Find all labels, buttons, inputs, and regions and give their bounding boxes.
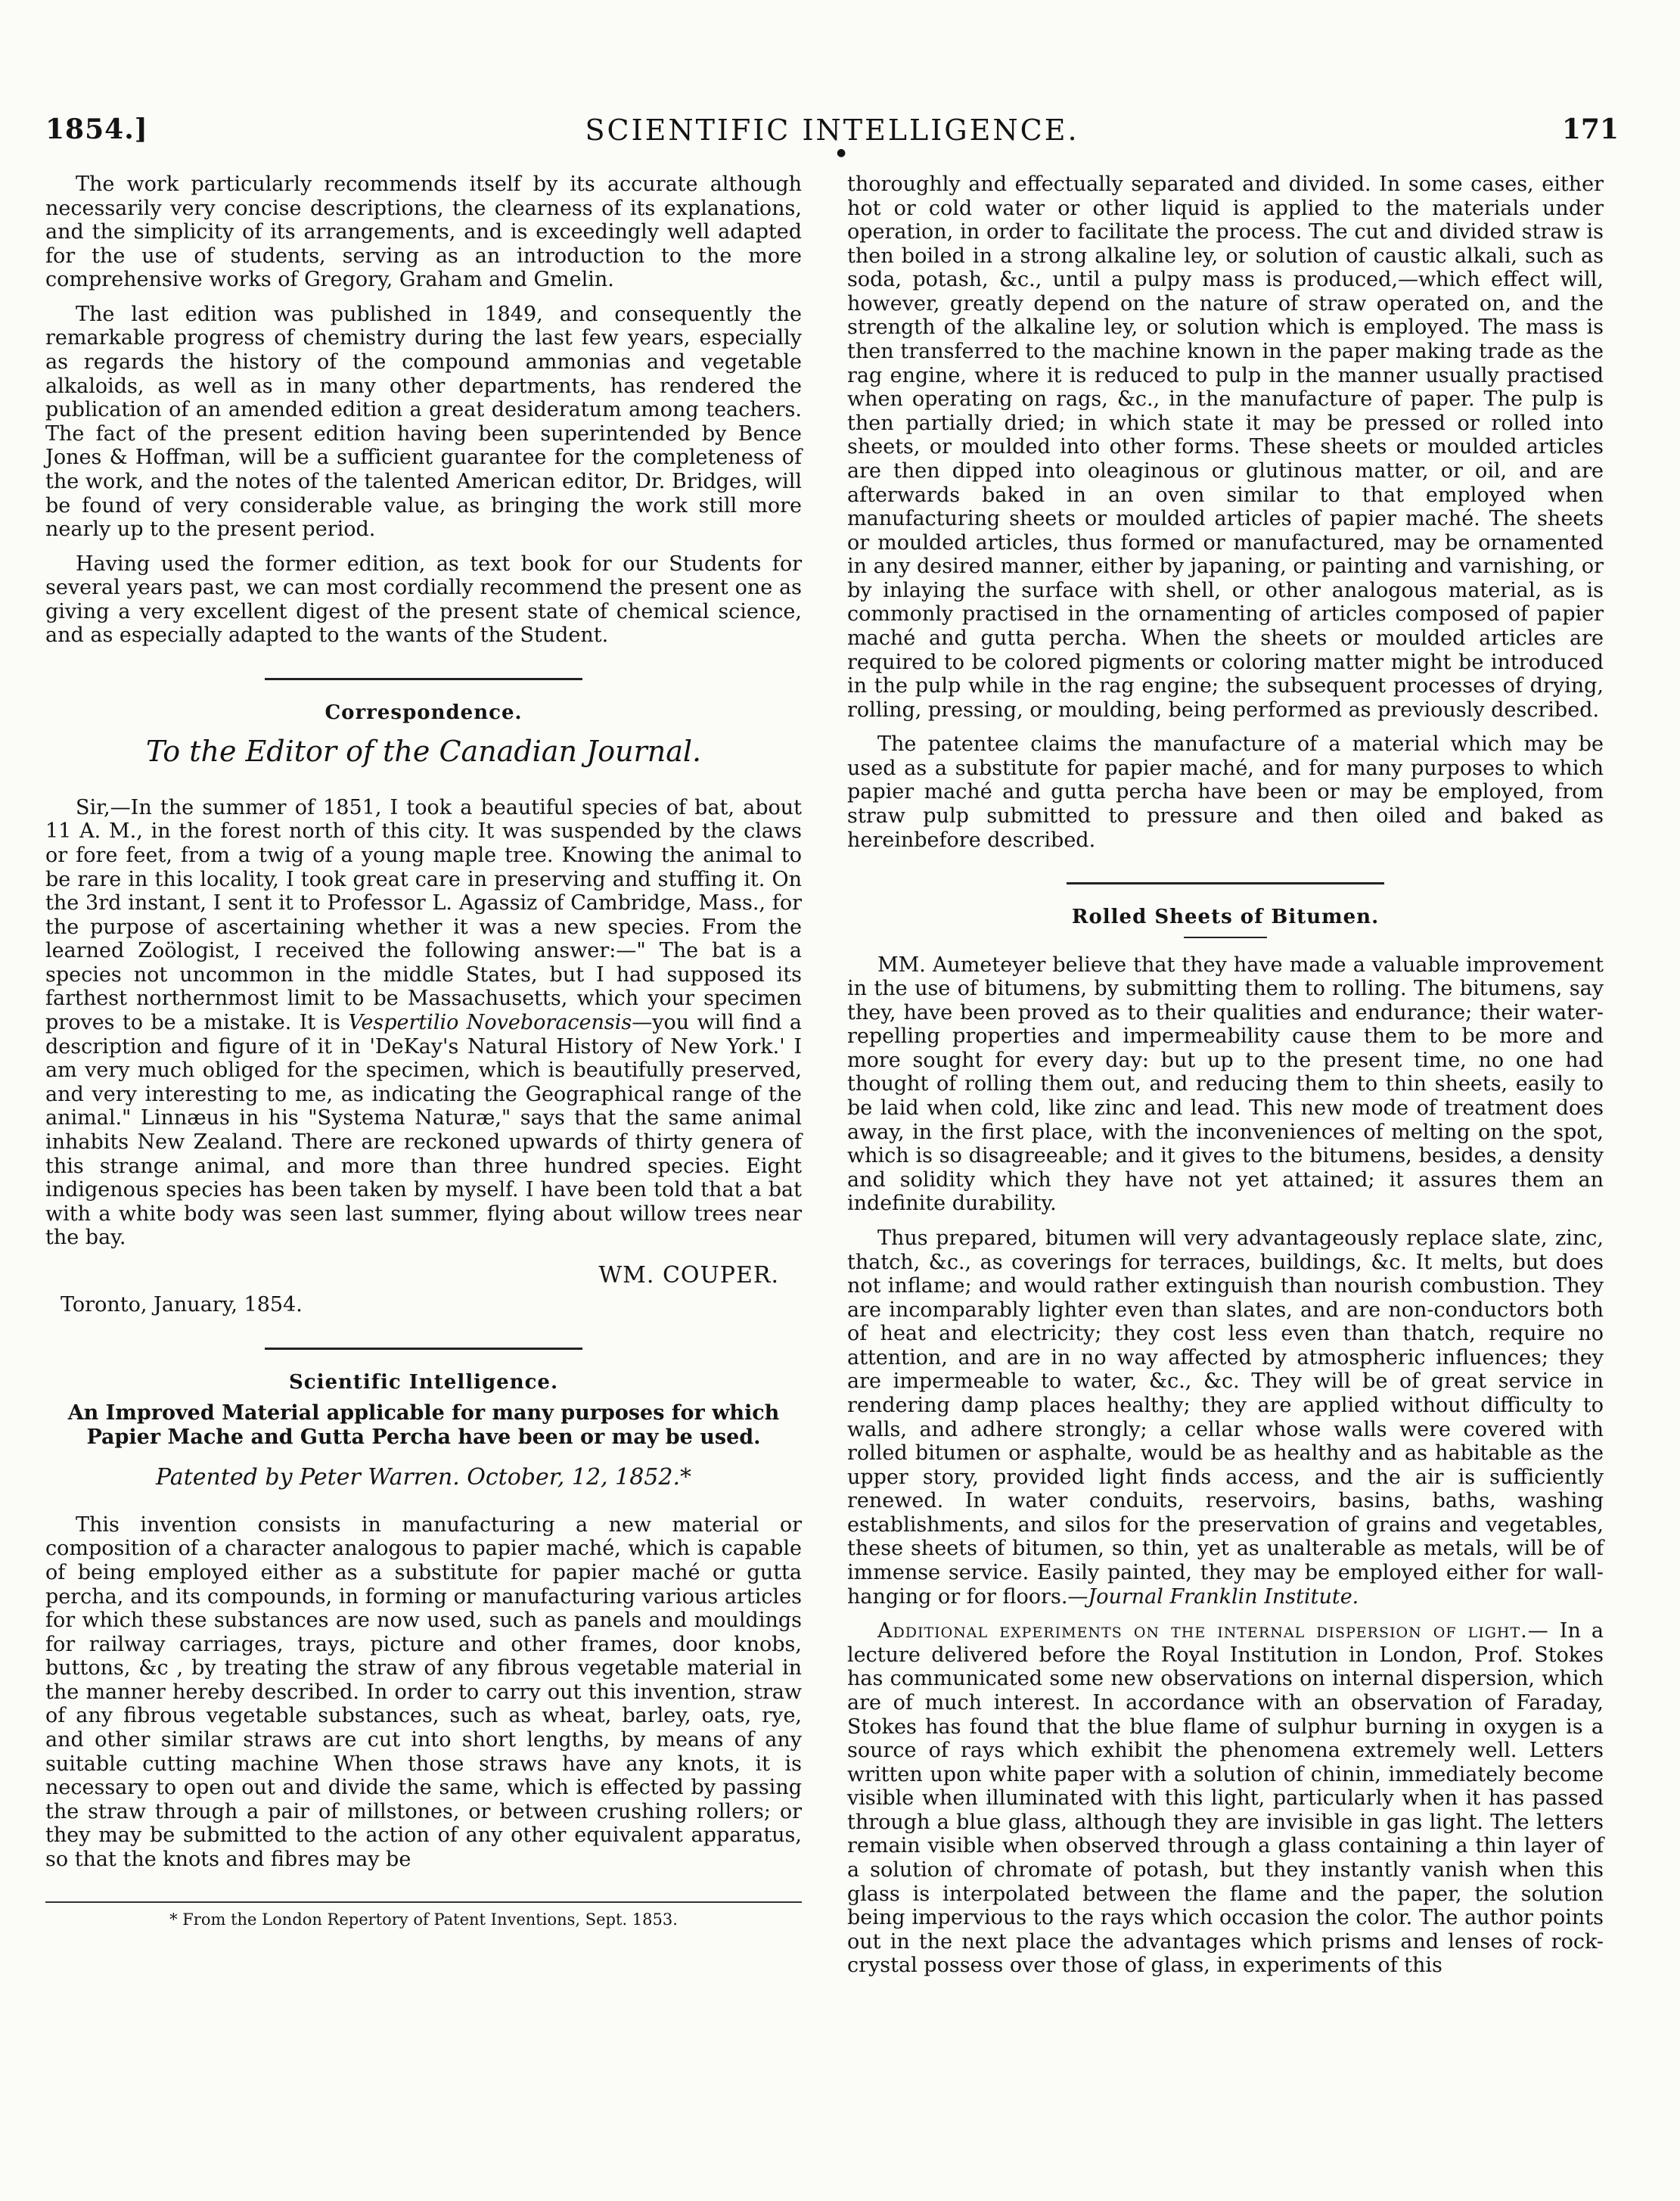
dispersion-text: In a lecture delivered before the Royal Institution in London, Prof. Stokes has communicated some new observations on internal dispersion, which are of much interest. In accordance with an observation of Faraday, Stokes has found that the blue flame of sulphur burning in oxygen is a source of rays which exhibit the phenomena extremely well. Letters written upon white paper with a solution of chinin, immediately become visible when illuminated with this light, particularly when it has passed through a blue glass, although they are invisible in gas light. The letters remain visible when observed through a glass containing a thin layer of a solution of chromate of potash, but they instantly vanish when this glass is interpolated between the flame and the paper, the solution being impervious to the rays which occasion the color. The author points out in the next place the advantages which prisms and lenses of rock-crystal possess over those of glass, in experiments of this: [847, 1619, 1604, 1978]
left-column: [45, 173, 802, 1929]
scientific-intelligence-title: Scientific Intelligence.: [288, 1370, 559, 1394]
review-paragraph-1: The work particularly recommends itself by its accurate although necessarily very concise descriptions, the clearness of its explanations, and the simplicity of its arrangements, and is exceedingly well adapted for the use of students, serving as an introduction to the more comprehensive works of Gregory, Graham and Gmelin.: [45, 173, 802, 292]
header-year: 1854.]: [45, 113, 148, 145]
letter-paragraph: [45, 796, 802, 1250]
letter-text-b: —you will find a description and figure of it in 'DeKay's Natural History of New York.' I am very much obliged for the specimen, which is beautifully preserved, and very interesting to me, as indicating the Geographical range of the animal." Linnæus in his "Systema Naturæ," says that the same animal inhabits New Zealand. There are reckoned upwards of thirty genera of this strange animal, and more than three hundred species. Eight indigenous species has been taken by myself. I have been told that a bat with a white body was seen last summer, flying about willow trees near the bay.: [45, 1011, 802, 1250]
dispersion-heading: Additional experiments on the internal dispersion of light.—: [877, 1619, 1549, 1643]
section-divider: [265, 1348, 582, 1350]
dispersion-paragraph: [847, 1619, 1604, 1978]
review-paragraph-3: Having used the former edition, as text book for our Students for several years past, we can most cordially recommend the present one as giving a very excellent digest of the present state of chemical science, and as especially adapted to the wants of the Student.: [45, 552, 802, 648]
bitumen-title: Rolled Sheets of Bitumen.: [1071, 906, 1380, 929]
correspondence-title: Correspondence.: [325, 701, 523, 724]
editor-heading: To the Editor of the Canadian Journal.: [145, 735, 702, 769]
bitumen-text: Thus prepared, bitumen will very advantageously replace slate, zinc, thatch, &c., as coverings for terraces, buildings, &c. It melts, but does not inflame; and would rather extinguish than nourish combustion. They are incomparably lighter even than slates, and are non-conductors both of heat and electricity; they cost less even than thatch, require no attention, and are in no way affected by atmospheric influences; they are impermeable to water, &c., &c. They will be of great service in rendering damp places healthy; they are applied without difficulty to walls, and adhere strongly; a cellar whose walls were covered with rolled bitumen or asphalte, would be as healthy and as habitable as the upper story, provided light finds access, and the air is sufficiently renewed. In water conduits, reservoirs, basins, baths, washing establishments, and silos for the preservation of grains and vegetables, these sheets of bitumen, so thin, yet as unalterable as metals, will be of immense service. Easily painted, they may be employed either for wall-hanging or for floors.—: [847, 1226, 1604, 1609]
invention-continued: thoroughly and effectually separated and divided. In some cases, either hot or cold water or other liquid is applied to the materials under operation, in order to facilitate the process. The cut and divided straw is then boiled in a strong alkaline ley, or solution of caustic alkali, such as soda, potash, &c., until a pulpy mass is produced,—which effect will, however, greatly depend on the nature of straw operated on, and the strength of the alkaline ley, or solution which is employed. The mass is then transferred to the machine known in the paper making trade as the rag engine, where it is reduced to pulp in the manner usually practised when operating on rags, &c., in the manufacture of paper. The pulp is then partially dried; in which state it may be pressed or rolled into sheets, or moulded into other forms. These sheets or moulded articles are then dipped into oleaginous or glutinous matter, or oil, and are afterwards baked in an oven similar to that employed when manufacturing sheets or moulded articles of papier maché. The sheets or moulded articles, thus formed or manufactured, may be ornamented in any desired manner, either by japaning, or painting and varnishing, or by inlaying the surface with shell, or other analogous material, as is commonly practised in the ornamenting of articles composed of papier maché and gutta percha. When the sheets or moulded articles are required to be colored pigments or coloring matter might be introduced in the pulp while in the rag engine; the subsequent processes of drying, rolling, pressing, or moulding, being performed as previously described.: [847, 173, 1604, 722]
patent-claim: The patentee claims the manufacture of a material which may be used as a substitute for papier maché, and for many purposes to which papier maché and gutta percha have been or may be employed, from straw pulp submitted to pressure and then oiled and baked as hereinbefore described.: [847, 732, 1604, 852]
footnote-divider: [45, 1901, 802, 1903]
section-divider: [265, 678, 582, 680]
header-title: SCIENTIFIC INTELLIGENCE.: [585, 113, 1079, 147]
bitumen-paragraph-1: MM. Aumeteyer believe that they have made a valuable improvement in the use of bitumens, by submitting them to rolling. The bitumens, say they, have been proved as to their qualities and endurance; their water-repelling properties and impermeability cause them to be more and more sought for every day: but up to the present time, no one had thought of rolling them out, and reducing them to thin sheets, easily to be laid when cold, like zinc and lead. This new mode of treatment does away, in the first place, with the inconveniences of melting on the spot, which is so disagreeable; and it gives to the bitumens, besides, a density and solidity which they have not yet attained; it assures them an indefinite durability.: [847, 953, 1604, 1216]
letter-dateline: Toronto, January, 1854.: [61, 1292, 303, 1317]
review-paragraph-2: The last edition was published in 1849, and consequently the remarkable progress of chemistry during the last few years, especially as regards the history of the compound ammonias and vegetable alkaloids, as well as in many other departments, has rendered the publication of an amended edition a great desideratum among teachers. The fact of the present edition having been superintended by Bence Jones & Hoffman, will be a sufficient guarantee for the completeness of the work, and the notes of the talented American editor, Dr. Bridges, will be found of very considerable value, as bringing the work still more nearly up to the present period.: [45, 302, 802, 542]
page-number: 171: [1561, 113, 1619, 145]
ornament-dot: ●: [837, 147, 846, 159]
title-underline: [1184, 937, 1267, 938]
article-heading: An Improved Material applicable for many purposes for which Papier Mache and Gutta Percha have been or may be used.: [67, 1400, 780, 1450]
patent-line: Patented by Peter Warren. October, 12, 1852.*: [155, 1463, 692, 1491]
bitumen-paragraph-2: [847, 1226, 1604, 1609]
letter-signature: WM. COUPER.: [598, 1261, 779, 1289]
footnote: * From the London Repertory of Patent Inventions, Sept. 1853.: [169, 1910, 678, 1929]
letter-text-a: Sir,—In the summer of 1851, I took a beautiful species of bat, about 11 A. M., in the forest north of this city. It was suspended by the claws or fore feet, from a twig of a young maple tree. Knowing the animal to be rare in this locality, I took great care in preserving and stuffing it. On the 3rd instant, I sent it to Professor L. Agassiz of Cambridge, Mass., for the purpose of ascertaining whether it was a new species. From the learned Zoölogist, I received the following answer:—" The bat is a species not uncommon in the middle States, but I had supposed its farthest northernmost limit to be Massachusetts, which your specimen proves to be a mistake. It is: [45, 795, 802, 1035]
page-header: [45, 113, 1619, 151]
invention-paragraph: This invention consists in manufacturing a new material or composition of a character analogous to papier maché, which is capable of being employed either as a substitute for papier maché or gutta percha, and its compounds, in forming or manufacturing various articles for which these substances are now used, such as panels and mouldings for railway carriages, trays, picture and other frames, door knobs, buttons, &c , by treating the straw of any fibrous vegetable material in the manner hereby described. In order to carry out this invention, straw of any fibrous vegetable substances, such as wheat, barley, oats, rye, and other similar straws are cut into short lengths, by means of any suitable cutting machine When those straws have any knots, it is necessary to open out and divide the same, which is effected by passing the straw through a pair of millstones, or between crushing rollers; or they may be submitted to the action of any other equivalent apparatus, so that the knots and fibres may be: [45, 1512, 802, 1871]
bitumen-source: Journal Franklin Institute.: [1088, 1584, 1359, 1609]
section-divider: [1067, 882, 1384, 884]
right-column: [847, 173, 1604, 1988]
species-name: Vespertilio Noveboracensis: [348, 1011, 632, 1035]
